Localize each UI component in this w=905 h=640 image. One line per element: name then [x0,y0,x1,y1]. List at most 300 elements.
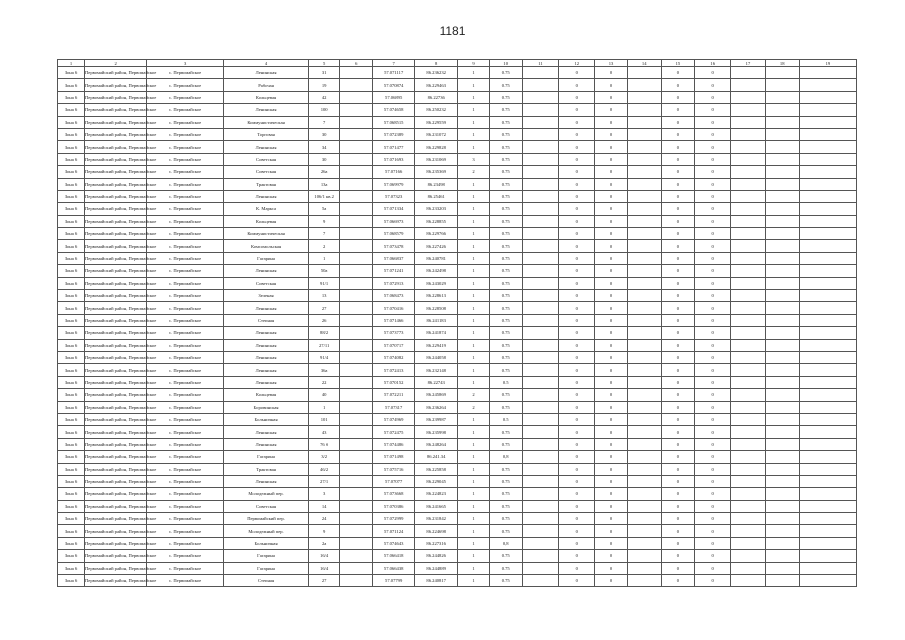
table-cell [627,153,661,165]
table-cell [627,451,661,463]
table-cell: 57.066438 [373,562,415,574]
table-cell: 0 [695,451,731,463]
table-cell: с. Первомайское [147,426,224,438]
table-row [58,215,857,227]
table-cell: 86.241665 [414,500,458,512]
table-cell [627,550,661,562]
table-row [58,128,857,140]
table-cell: 0 [661,314,694,326]
table-cell: 0.75 [489,525,522,537]
table-cell: с. Первомайское [147,302,224,314]
table-cell [340,463,373,475]
table-row [58,513,857,525]
table-cell [731,166,765,178]
table-cell: Ленинская [224,475,309,487]
table-cell: 0 [559,166,595,178]
table-cell: 36а [309,364,340,376]
table-cell [340,550,373,562]
table-cell: 3 [458,153,489,165]
table-cell: Ленинская [224,364,309,376]
table-cell: 0 [559,438,595,450]
table-cell [522,488,558,500]
table-cell [522,67,558,79]
table-cell [340,302,373,314]
table-row [58,252,857,264]
table-cell: Первомайский район, Первомайское [84,228,146,240]
table-cell [765,91,799,103]
table-cell: Зона 6 [58,389,85,401]
table-cell: Зона 6 [58,550,85,562]
table-cell [765,513,799,525]
table-cell: 86.242498 [414,265,458,277]
table-cell: 0.75 [489,178,522,190]
table-cell: 2 [458,401,489,413]
table-cell: с. Первомайское [147,513,224,525]
table-row [58,228,857,240]
table-cell [799,190,856,202]
table-cell [799,513,856,525]
table-cell: 0 [695,513,731,525]
table-cell: 57.07077 [373,475,415,487]
table-cell: 0 [661,364,694,376]
table-cell: 57.071477 [373,141,415,153]
table-cell: 57.071334 [373,203,415,215]
table-cell: 0 [595,153,627,165]
table-cell: Ленинская [224,265,309,277]
table-cell: 0 [559,252,595,264]
table-row [58,463,857,475]
column-header: 8 [414,60,458,67]
table-cell [799,451,856,463]
table-cell: Зона 6 [58,376,85,388]
table-cell [799,339,856,351]
table-cell [340,537,373,549]
table-cell: 0 [595,141,627,153]
table-cell: Трактовая [224,178,309,190]
table-cell: 0 [661,488,694,500]
table-cell: Торговая [224,128,309,140]
table-cell: 0.75 [489,401,522,413]
table-cell [522,413,558,425]
table-cell: 0.75 [489,364,522,376]
table-cell [765,265,799,277]
table-cell [799,438,856,450]
table-cell [627,351,661,363]
table-cell: 0 [559,91,595,103]
table-cell [799,79,856,91]
table-cell: 1 [458,215,489,227]
column-header: 19 [799,60,856,67]
table-cell [522,228,558,240]
table-cell: 0 [559,116,595,128]
column-header: 12 [559,60,595,67]
table-cell [522,500,558,512]
table-cell: 0 [661,228,694,240]
table-cell: 0 [559,426,595,438]
table-cell: Зона 6 [58,190,85,202]
table-cell: с. Первомайское [147,141,224,153]
table-cell: 0.75 [489,190,522,202]
table-cell: Первомайский район, Первомайское [84,389,146,401]
table-cell: 1 [458,438,489,450]
table-cell [522,475,558,487]
table-cell [799,488,856,500]
table-cell [731,215,765,227]
table-cell: с. Первомайское [147,228,224,240]
table-cell: 0.75 [489,463,522,475]
table-cell: 1 [458,116,489,128]
table-cell [731,562,765,574]
table-cell [799,141,856,153]
table-cell: Советская [224,153,309,165]
table-cell: 30 [309,153,340,165]
table-cell: 0 [695,116,731,128]
table-cell: 0 [595,178,627,190]
table-cell [799,426,856,438]
table-row [58,91,857,103]
table-cell [340,314,373,326]
table-cell [522,451,558,463]
table-cell: 0 [559,314,595,326]
table-cell [799,475,856,487]
table-cell [627,339,661,351]
table-row [58,537,857,549]
table-cell [799,463,856,475]
table-cell: 86.229766 [414,228,458,240]
table-cell: Первомайский район, Первомайское [84,364,146,376]
table-cell: 0 [559,475,595,487]
table-row [58,575,857,587]
table-row [58,178,857,190]
column-header: 7 [373,60,415,67]
table-cell: Зона 6 [58,426,85,438]
table-row [58,277,857,289]
table-cell [340,277,373,289]
table-row [58,290,857,302]
table-cell [522,562,558,574]
table-cell: 0 [661,389,694,401]
table-cell [627,265,661,277]
column-header: 5 [309,60,340,67]
table-cell: 0 [595,562,627,574]
table-cell: Первомайский район, Первомайское [84,128,146,140]
table-cell: Первомайский район, Первомайское [84,215,146,227]
table-cell [340,252,373,264]
table-row [58,438,857,450]
table-cell: 0 [661,128,694,140]
table-cell: 57.066837 [373,252,415,264]
table-row [58,451,857,463]
table-cell: 1 [458,128,489,140]
table-cell [799,203,856,215]
table-cell: Первомайский район, Первомайское [84,413,146,425]
table-row [58,376,857,388]
table-cell: 0.75 [489,550,522,562]
table-cell [340,178,373,190]
table-cell: с. Первомайское [147,389,224,401]
table-cell [731,228,765,240]
table-cell: 0 [559,500,595,512]
table-cell: 16/4 [309,550,340,562]
table-cell: 0 [661,413,694,425]
table-cell: 57.074082 [373,351,415,363]
table-cell: 1 [309,401,340,413]
table-cell: 86.229045 [414,475,458,487]
table-cell: 86.229419 [414,339,458,351]
table-cell: 0 [661,79,694,91]
table-cell [765,376,799,388]
table-cell [765,488,799,500]
table-cell: 0 [661,438,694,450]
table-cell: 86.25461 [414,190,458,202]
table-cell: 1 [458,339,489,351]
table-cell: 0 [695,413,731,425]
table-cell: 0 [559,376,595,388]
table-cell [627,277,661,289]
table-cell: 0 [559,562,595,574]
table-cell: 57.073478 [373,240,415,252]
column-header: 17 [731,60,765,67]
table-cell: 7 [309,228,340,240]
table-cell [799,215,856,227]
table-cell: 1 [458,104,489,116]
table-cell: 86.227426 [414,240,458,252]
table-cell: 0 [661,525,694,537]
table-cell: Первомайский район, Первомайское [84,550,146,562]
table-cell [765,575,799,587]
table-cell [799,104,856,116]
table-cell: 1 [458,290,489,302]
table-cell: 57.068473 [373,290,415,302]
table-cell [627,562,661,574]
table-cell [522,438,558,450]
table-cell [765,401,799,413]
table-cell: Степная [224,575,309,587]
table-cell: Гагарина [224,252,309,264]
table-cell: 0 [695,166,731,178]
table-cell [627,67,661,79]
table-cell: с. Первомайское [147,413,224,425]
table-cell: Первомайский район, Первомайское [84,190,146,202]
table-cell: Советская [224,500,309,512]
table-cell [627,166,661,178]
table-cell: 0,8 [489,451,522,463]
table-cell: 0 [595,438,627,450]
table-cell: 0 [695,215,731,227]
table-cell [765,203,799,215]
table-cell: Первомайский район, Первомайское [84,376,146,388]
table-cell: Зона 6 [58,265,85,277]
table-cell: Первомайский район, Первомайское [84,104,146,116]
table-cell [522,339,558,351]
table-cell [340,141,373,153]
table-cell: 2 [309,240,340,252]
table-cell: 1 [458,550,489,562]
table-cell [340,451,373,463]
table-cell: Кольцевая [224,389,309,401]
table-cell: 91/1 [309,277,340,289]
table-cell: Ленинская [224,327,309,339]
table-cell: 86.244889 [414,562,458,574]
table-cell: 0 [695,376,731,388]
table-row [58,314,857,326]
table-cell: 0 [661,116,694,128]
table-cell [627,302,661,314]
table-cell: 19 [309,79,340,91]
table-cell [765,475,799,487]
table-cell: с. Первомайское [147,79,224,91]
table-cell [340,475,373,487]
table-cell: Первомайский район, Первомайское [84,178,146,190]
page-number: 1181 [439,24,466,38]
table-cell: 0 [559,277,595,289]
table-cell [340,351,373,363]
table-cell [522,537,558,549]
table-cell: 0 [559,203,595,215]
table-cell: 86.250232 [414,104,458,116]
table-cell [522,153,558,165]
table-cell: 0 [595,327,627,339]
table-row [58,550,857,562]
table-cell: 0 [559,413,595,425]
table-row [58,265,857,277]
table-cell [731,178,765,190]
table-row [58,413,857,425]
table-cell: 0.75 [489,290,522,302]
table-cell: 0 [595,364,627,376]
table-cell: 0 [661,463,694,475]
table-cell: Гагарина [224,550,309,562]
table-cell: 0 [661,426,694,438]
table-cell [799,550,856,562]
table-cell [799,265,856,277]
table-row [58,389,857,401]
table-cell: Кольцевая [224,215,309,227]
table-cell: Ленинская [224,339,309,351]
table-cell [340,513,373,525]
table-cell: Зона 6 [58,339,85,351]
table-cell [731,451,765,463]
table-cell: 0 [595,265,627,277]
table-cell: с. Первомайское [147,178,224,190]
table-cell: Первомайский район, Первомайское [84,302,146,314]
table-cell: 0 [595,550,627,562]
table-cell [522,190,558,202]
table-cell: 0 [695,91,731,103]
table-cell: 57.07317 [373,401,415,413]
table-cell [731,500,765,512]
table-cell: 86.241183 [414,314,458,326]
table-cell: 2 [458,166,489,178]
table-cell: 86.235369 [414,166,458,178]
table-cell [731,389,765,401]
table-cell: 0.75 [489,438,522,450]
table-row [58,562,857,574]
table-cell [765,550,799,562]
table-cell: 0 [661,451,694,463]
table-cell: Советская [224,277,309,289]
table-cell: 0 [661,153,694,165]
table-cell [799,389,856,401]
table-cell [765,314,799,326]
table-cell: 57.071124 [373,525,415,537]
table-cell [765,500,799,512]
table-cell: Боровинская [224,401,309,413]
table-cell: 57.074658 [373,104,415,116]
table-cell: Первомайский район, Первомайское [84,575,146,587]
table-cell: 0.75 [489,91,522,103]
table-cell: 86.240781 [414,252,458,264]
table-cell [799,401,856,413]
table-cell [765,104,799,116]
table-cell: Первомайский пер. [224,513,309,525]
table-cell [765,562,799,574]
table-cell: Рабочая [224,79,309,91]
table-cell: 0.75 [489,488,522,500]
table-cell [799,277,856,289]
table-cell [522,91,558,103]
table-cell: Первомайский район, Первомайское [84,488,146,500]
table-cell: 1 [458,426,489,438]
column-header: 15 [661,60,694,67]
table-cell: Первомайский район, Первомайское [84,500,146,512]
table-cell [731,240,765,252]
table-cell: 16/4 [309,562,340,574]
column-header: 1 [58,60,85,67]
table-cell: 86.231072 [414,128,458,140]
table-cell: 0 [559,228,595,240]
table-cell: 0 [695,141,731,153]
table-cell: 57.073773 [373,327,415,339]
table-cell: с. Первомайское [147,314,224,326]
table-cell: 0 [661,240,694,252]
table-cell: Зона 6 [58,178,85,190]
table-cell: Зона 6 [58,327,85,339]
table-cell: 3 [309,488,340,500]
table-cell: 86.236264 [414,401,458,413]
table-cell [765,190,799,202]
table-cell [731,277,765,289]
table-cell [522,252,558,264]
table-cell: 0 [695,562,731,574]
table-cell: Зона 6 [58,228,85,240]
table-cell: 0 [595,339,627,351]
table-cell [340,265,373,277]
table-cell: 0 [595,166,627,178]
table-cell [627,79,661,91]
table-cell [799,116,856,128]
table-cell: 0 [661,277,694,289]
table-cell: 0 [661,562,694,574]
table-cell [731,252,765,264]
table-cell: 0 [559,339,595,351]
table-cell: Зона 6 [58,252,85,264]
table-cell [799,376,856,388]
table-cell: 1 [309,252,340,264]
table-cell: 0 [559,513,595,525]
table-row [58,79,857,91]
table-cell: с. Первомайское [147,153,224,165]
table-cell: 0 [595,413,627,425]
table-cell [765,290,799,302]
table-cell [765,228,799,240]
table-cell: 27/1 [309,475,340,487]
table-cell: 1 [458,265,489,277]
table-cell: 86.228613 [414,290,458,302]
table-cell: 0.75 [489,79,522,91]
table-cell: 0 [661,537,694,549]
table-cell [731,513,765,525]
